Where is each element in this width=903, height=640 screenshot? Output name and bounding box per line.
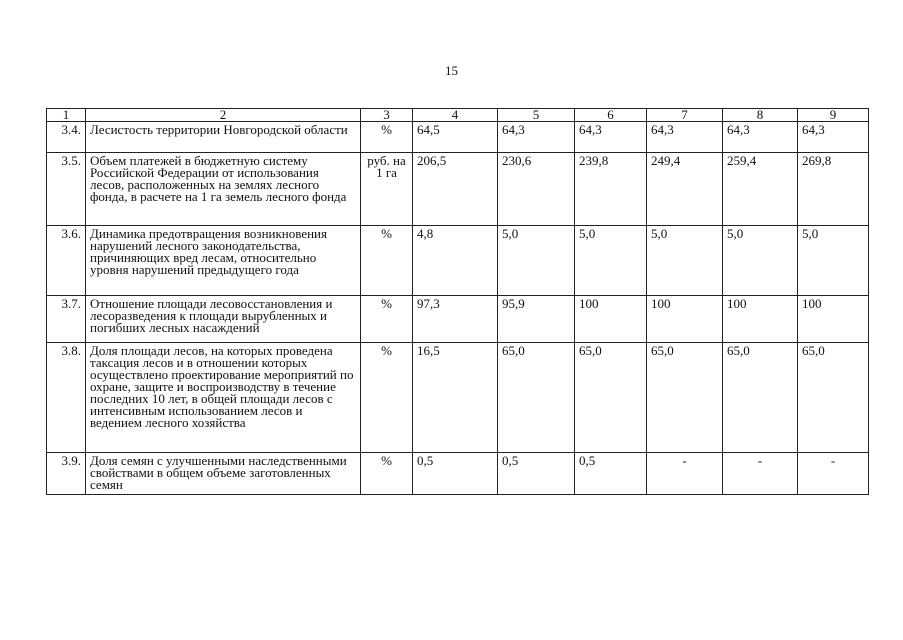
value-cell: 64,3 xyxy=(498,122,575,153)
value-cell: 5,0 xyxy=(575,226,647,296)
page-number: 15 xyxy=(445,63,458,78)
header-cell: 7 xyxy=(647,109,723,122)
value-cell: 65,0 xyxy=(798,343,869,453)
value-cell: - xyxy=(647,453,723,495)
value-cell: 5,0 xyxy=(723,226,798,296)
value-cell: 65,0 xyxy=(498,343,575,453)
value-cell: 4,8 xyxy=(413,226,498,296)
header-cell: 4 xyxy=(413,109,498,122)
value-cell: 269,8 xyxy=(798,153,869,226)
row-code: 3.8. xyxy=(47,343,86,453)
header-cell: 3 xyxy=(361,109,413,122)
row-unit: % xyxy=(361,453,413,495)
value-cell: 100 xyxy=(798,296,869,343)
row-code: 3.7. xyxy=(47,296,86,343)
value-cell: 0,5 xyxy=(575,453,647,495)
indicators-table xyxy=(46,108,869,495)
value-cell: 97,3 xyxy=(413,296,498,343)
table-row xyxy=(47,453,869,495)
header-cell: 5 xyxy=(498,109,575,122)
row-description: Доля площади лесов, на которых проведена таксация лесов и в отношении которых осуществлено проектирование мероприятий по охране, защите и воспроизводству в течение последних 10 лет, в общей площади лесов с интенсивным использованием лесов и ведением лесного хозяйства xyxy=(86,343,361,453)
value-cell: 64,3 xyxy=(723,122,798,153)
table-row xyxy=(47,153,869,226)
value-cell: 239,8 xyxy=(575,153,647,226)
value-cell: 206,5 xyxy=(413,153,498,226)
value-cell: 64,3 xyxy=(575,122,647,153)
value-cell: 100 xyxy=(723,296,798,343)
row-description: Объем платежей в бюджетную систему Российской Федерации от использования лесов, расположенных на землях лесного фонда, в расчете на 1 га земель лесного фонда xyxy=(86,153,361,226)
value-cell: 64,3 xyxy=(798,122,869,153)
table-header-row xyxy=(47,109,869,122)
row-code: 3.9. xyxy=(47,453,86,495)
header-cell: 9 xyxy=(798,109,869,122)
row-code: 3.5. xyxy=(47,153,86,226)
row-unit: % xyxy=(361,296,413,343)
value-cell: - xyxy=(723,453,798,495)
header-cell: 6 xyxy=(575,109,647,122)
value-cell: 5,0 xyxy=(798,226,869,296)
value-cell: 64,5 xyxy=(413,122,498,153)
row-description: Лесистость территории Новгородской области xyxy=(86,122,361,153)
value-cell: 16,5 xyxy=(413,343,498,453)
value-cell: 259,4 xyxy=(723,153,798,226)
table-row xyxy=(47,296,869,343)
row-unit: % xyxy=(361,343,413,453)
row-description: Доля семян с улучшенными наследственными свойствами в общем объеме заготовленных семян xyxy=(86,453,361,495)
header-cell: 2 xyxy=(86,109,361,122)
value-cell: 65,0 xyxy=(647,343,723,453)
row-unit: % xyxy=(361,122,413,153)
value-cell: 230,6 xyxy=(498,153,575,226)
value-cell: 65,0 xyxy=(723,343,798,453)
value-cell: 249,4 xyxy=(647,153,723,226)
value-cell: 5,0 xyxy=(498,226,575,296)
row-unit: % xyxy=(361,226,413,296)
value-cell: 95,9 xyxy=(498,296,575,343)
table-row xyxy=(47,122,869,153)
table-row xyxy=(47,343,869,453)
table-row xyxy=(47,226,869,296)
value-cell: - xyxy=(798,453,869,495)
value-cell: 100 xyxy=(647,296,723,343)
header-cell: 1 xyxy=(47,109,86,122)
value-cell: 5,0 xyxy=(647,226,723,296)
header-cell: 8 xyxy=(723,109,798,122)
row-code: 3.4. xyxy=(47,122,86,153)
row-unit: руб. на 1 га xyxy=(361,153,413,226)
value-cell: 0,5 xyxy=(413,453,498,495)
row-description: Отношение площади лесовосстановления и лесоразведения к площади вырубленных и погибших лесных насаждений xyxy=(86,296,361,343)
row-description: Динамика предотвращения возникновения нарушений лесного законодательства, причиняющих вред лесам, относительно уровня нарушений предыдущего года xyxy=(86,226,361,296)
row-code: 3.6. xyxy=(47,226,86,296)
value-cell: 0,5 xyxy=(498,453,575,495)
value-cell: 65,0 xyxy=(575,343,647,453)
value-cell: 64,3 xyxy=(647,122,723,153)
value-cell: 100 xyxy=(575,296,647,343)
